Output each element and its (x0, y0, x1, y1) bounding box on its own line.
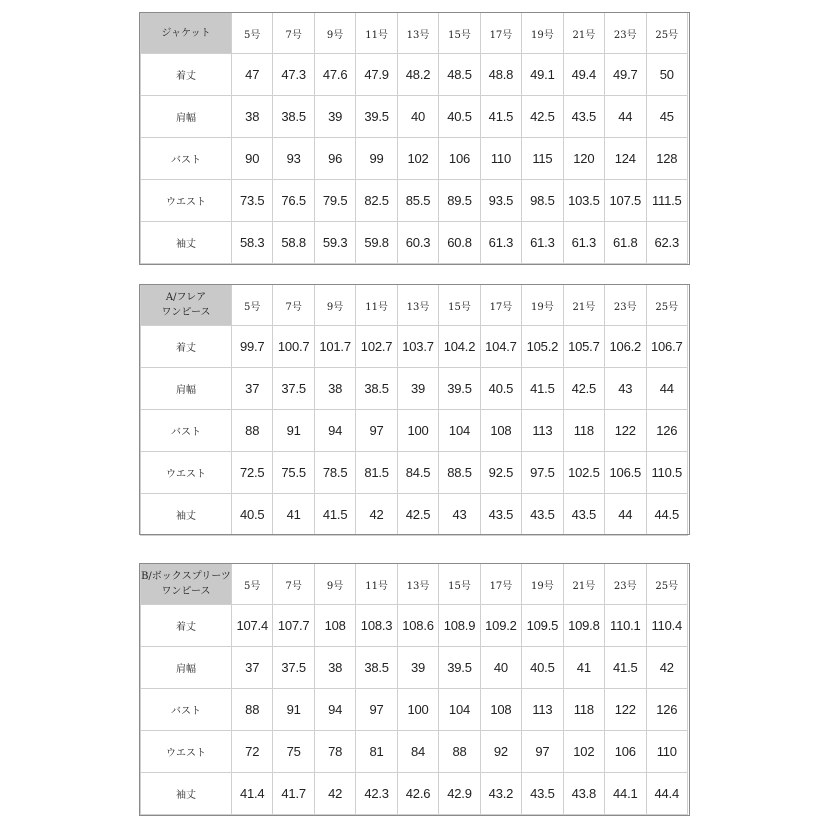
measurement-cell: 41.5 (314, 494, 355, 536)
measurement-cell: 59.3 (314, 222, 355, 264)
table-title (141, 564, 232, 605)
measurement-cell: 44 (605, 494, 646, 536)
measurement-cell: 75.5 (273, 452, 314, 494)
measurement-cell: 107.4 (231, 605, 272, 647)
measurement-cell: 42.5 (522, 96, 563, 138)
size-header: 19号 (522, 285, 563, 326)
measurement-cell: 100 (397, 410, 438, 452)
measurement-cell: 99 (356, 138, 397, 180)
measurement-cell: 106 (439, 138, 480, 180)
measurement-cell: 38 (314, 647, 355, 689)
measurement-cell: 45 (646, 96, 687, 138)
measurement-cell: 118 (563, 689, 604, 731)
measurement-cell: 97.5 (522, 452, 563, 494)
table-row (141, 138, 688, 180)
measurement-cell: 38.5 (356, 368, 397, 410)
measurement-cell: 61.3 (522, 222, 563, 264)
measurement-cell: 39.5 (356, 96, 397, 138)
measurement-cell: 110.5 (646, 452, 687, 494)
size-header: 15号 (439, 285, 480, 326)
measurement-cell: 43.2 (480, 773, 521, 815)
measurement-cell: 42.5 (397, 494, 438, 536)
table-row (141, 326, 688, 368)
measurement-cell: 72.5 (231, 452, 272, 494)
row-label: 肩幅 (141, 368, 232, 410)
measurement-cell: 73.5 (231, 180, 272, 222)
measurement-cell: 100 (397, 689, 438, 731)
measurement-cell: 113 (522, 689, 563, 731)
measurement-cell: 75 (273, 731, 314, 773)
measurement-cell: 42 (356, 494, 397, 536)
measurement-cell: 38 (314, 368, 355, 410)
measurement-cell: 103.7 (397, 326, 438, 368)
size-header: 13号 (397, 13, 438, 54)
measurement-cell: 41.4 (231, 773, 272, 815)
size-header: 21号 (563, 564, 604, 605)
measurement-cell: 104 (439, 410, 480, 452)
measurement-cell: 122 (605, 410, 646, 452)
measurement-cell: 37 (231, 647, 272, 689)
measurement-cell: 76.5 (273, 180, 314, 222)
measurement-cell: 48.5 (439, 54, 480, 96)
measurement-cell: 108 (314, 605, 355, 647)
measurement-cell: 104 (439, 689, 480, 731)
header-row (141, 285, 688, 326)
measurement-cell: 84 (397, 731, 438, 773)
measurement-cell: 48.8 (480, 54, 521, 96)
measurement-cell: 96 (314, 138, 355, 180)
measurement-cell: 97 (356, 689, 397, 731)
measurement-cell: 118 (563, 410, 604, 452)
measurement-cell: 109.5 (522, 605, 563, 647)
table-row (141, 605, 688, 647)
measurement-cell: 81 (356, 731, 397, 773)
row-label: 肩幅 (141, 647, 232, 689)
measurement-cell: 78.5 (314, 452, 355, 494)
row-label: バスト (141, 689, 232, 731)
measurement-cell: 104.7 (480, 326, 521, 368)
row-label: バスト (141, 410, 232, 452)
measurement-cell: 97 (356, 410, 397, 452)
size-header: 9号 (314, 13, 355, 54)
size-header: 23号 (605, 285, 646, 326)
measurement-cell: 49.7 (605, 54, 646, 96)
table-title-line: ワンピース (161, 586, 211, 597)
header-row (141, 13, 688, 54)
size-header: 23号 (605, 13, 646, 54)
measurement-cell: 90 (231, 138, 272, 180)
measurement-cell: 126 (646, 410, 687, 452)
table-title-line: ジャケット (161, 27, 211, 39)
measurement-cell: 41.5 (522, 368, 563, 410)
table-title-line: A/フレア (165, 292, 207, 303)
size-header: 19号 (522, 564, 563, 605)
measurement-cell: 106.7 (646, 326, 687, 368)
measurement-cell: 43.5 (480, 494, 521, 536)
measurement-cell: 108.9 (439, 605, 480, 647)
measurement-cell: 59.8 (356, 222, 397, 264)
measurement-cell: 115 (522, 138, 563, 180)
measurement-cell: 108 (480, 689, 521, 731)
size-table-a-flare-dress (140, 284, 688, 536)
measurement-cell: 44.1 (605, 773, 646, 815)
measurement-cell: 58.3 (231, 222, 272, 264)
measurement-cell: 40 (397, 96, 438, 138)
row-label: 着丈 (141, 326, 232, 368)
size-header: 25号 (646, 13, 687, 54)
measurement-cell: 88.5 (439, 452, 480, 494)
measurement-cell: 43.8 (563, 773, 604, 815)
measurement-cell: 85.5 (397, 180, 438, 222)
measurement-cell: 44 (646, 368, 687, 410)
row-label: 着丈 (141, 54, 232, 96)
measurement-cell: 47.6 (314, 54, 355, 96)
measurement-cell: 101.7 (314, 326, 355, 368)
measurement-cell: 37.5 (273, 647, 314, 689)
size-header: 13号 (397, 564, 438, 605)
measurement-cell: 42.6 (397, 773, 438, 815)
size-header: 9号 (314, 285, 355, 326)
measurement-cell: 37.5 (273, 368, 314, 410)
size-header: 19号 (522, 13, 563, 54)
size-header: 21号 (563, 13, 604, 54)
measurement-cell: 49.1 (522, 54, 563, 96)
measurement-cell: 84.5 (397, 452, 438, 494)
measurement-cell: 104.2 (439, 326, 480, 368)
table-title (141, 285, 232, 326)
measurement-cell: 41.5 (605, 647, 646, 689)
size-header: 7号 (273, 13, 314, 54)
measurement-cell: 47.3 (273, 54, 314, 96)
measurement-cell: 120 (563, 138, 604, 180)
measurement-cell: 94 (314, 689, 355, 731)
row-label: 着丈 (141, 605, 232, 647)
table-row (141, 731, 688, 773)
size-header: 17号 (480, 285, 521, 326)
measurement-cell: 108.6 (397, 605, 438, 647)
measurement-cell: 41.5 (480, 96, 521, 138)
row-label: 袖丈 (141, 222, 232, 264)
size-header: 15号 (439, 13, 480, 54)
measurement-cell: 102.7 (356, 326, 397, 368)
measurement-cell: 106 (605, 731, 646, 773)
size-header: 11号 (356, 564, 397, 605)
size-header: 17号 (480, 13, 521, 54)
measurement-cell: 110.1 (605, 605, 646, 647)
measurement-cell: 41.7 (273, 773, 314, 815)
measurement-cell: 110.4 (646, 605, 687, 647)
size-header: 23号 (605, 564, 646, 605)
table-row (141, 96, 688, 138)
measurement-cell: 39 (397, 647, 438, 689)
table-row (141, 689, 688, 731)
measurement-cell: 88 (439, 731, 480, 773)
measurement-cell: 41 (563, 647, 604, 689)
row-label: 袖丈 (141, 494, 232, 536)
measurement-cell: 43 (605, 368, 646, 410)
measurement-cell: 111.5 (646, 180, 687, 222)
measurement-cell: 40.5 (480, 368, 521, 410)
measurement-cell: 49.4 (563, 54, 604, 96)
measurement-cell: 110 (480, 138, 521, 180)
table-row (141, 222, 688, 264)
table-row (141, 773, 688, 815)
measurement-cell: 38 (231, 96, 272, 138)
size-header: 15号 (439, 564, 480, 605)
measurement-cell: 40 (480, 647, 521, 689)
measurement-cell: 82.5 (356, 180, 397, 222)
measurement-cell: 128 (646, 138, 687, 180)
measurement-cell: 105.7 (563, 326, 604, 368)
size-header: 11号 (356, 13, 397, 54)
measurement-cell: 124 (605, 138, 646, 180)
measurement-cell: 61.3 (480, 222, 521, 264)
measurement-cell: 38.5 (356, 647, 397, 689)
measurement-cell: 79.5 (314, 180, 355, 222)
measurement-cell: 39.5 (439, 368, 480, 410)
measurement-cell: 37 (231, 368, 272, 410)
measurement-cell: 107.5 (605, 180, 646, 222)
measurement-cell: 61.3 (563, 222, 604, 264)
measurement-cell: 93.5 (480, 180, 521, 222)
table-row (141, 494, 688, 536)
table-title-line: B/ボックスプリーツ (141, 571, 231, 582)
measurement-cell: 98.5 (522, 180, 563, 222)
measurement-cell: 88 (231, 689, 272, 731)
measurement-cell: 72 (231, 731, 272, 773)
measurement-cell: 43.5 (522, 494, 563, 536)
measurement-cell: 60.3 (397, 222, 438, 264)
measurement-cell: 43.5 (563, 494, 604, 536)
measurement-cell: 42.9 (439, 773, 480, 815)
measurement-cell: 100.7 (273, 326, 314, 368)
measurement-cell: 40.5 (439, 96, 480, 138)
measurement-cell: 91 (273, 689, 314, 731)
measurement-cell: 43.5 (563, 96, 604, 138)
size-header: 21号 (563, 285, 604, 326)
measurement-cell: 47 (231, 54, 272, 96)
measurement-cell: 92.5 (480, 452, 521, 494)
measurement-cell: 42 (314, 773, 355, 815)
measurement-cell: 44.5 (646, 494, 687, 536)
measurement-cell: 102 (563, 731, 604, 773)
measurement-cell: 109.2 (480, 605, 521, 647)
measurement-cell: 110 (646, 731, 687, 773)
table-title-line: ワンピース (161, 307, 211, 318)
measurement-cell: 91 (273, 410, 314, 452)
size-table-jacket (140, 12, 688, 264)
table-row (141, 180, 688, 222)
measurement-cell: 39.5 (439, 647, 480, 689)
size-header: 11号 (356, 285, 397, 326)
size-header: 25号 (646, 285, 687, 326)
size-header: 5号 (231, 13, 272, 54)
measurement-cell: 89.5 (439, 180, 480, 222)
row-label: 肩幅 (141, 96, 232, 138)
size-header: 7号 (273, 285, 314, 326)
measurement-cell: 108.3 (356, 605, 397, 647)
size-table-b-box-pleat-dress (140, 563, 688, 815)
table-row (141, 54, 688, 96)
measurement-cell: 113 (522, 410, 563, 452)
measurement-cell: 108 (480, 410, 521, 452)
measurement-cell: 106.2 (605, 326, 646, 368)
size-header: 13号 (397, 285, 438, 326)
measurement-cell: 81.5 (356, 452, 397, 494)
table-title (141, 13, 232, 54)
measurement-cell: 78 (314, 731, 355, 773)
measurement-cell: 44.4 (646, 773, 687, 815)
row-label: ウエスト (141, 180, 232, 222)
measurement-cell: 42 (646, 647, 687, 689)
measurement-cell: 60.8 (439, 222, 480, 264)
size-header: 17号 (480, 564, 521, 605)
measurement-cell: 39 (314, 96, 355, 138)
measurement-cell: 41 (273, 494, 314, 536)
measurement-cell: 99.7 (231, 326, 272, 368)
measurement-cell: 102.5 (563, 452, 604, 494)
size-header: 5号 (231, 564, 272, 605)
table-row (141, 647, 688, 689)
row-label: バスト (141, 138, 232, 180)
measurement-cell: 109.8 (563, 605, 604, 647)
table-row (141, 452, 688, 494)
measurement-cell: 58.8 (273, 222, 314, 264)
measurement-cell: 47.9 (356, 54, 397, 96)
size-header: 9号 (314, 564, 355, 605)
measurement-cell: 62.3 (646, 222, 687, 264)
measurement-cell: 107.7 (273, 605, 314, 647)
measurement-cell: 61.8 (605, 222, 646, 264)
measurement-cell: 38.5 (273, 96, 314, 138)
measurement-cell: 88 (231, 410, 272, 452)
measurement-cell: 43 (439, 494, 480, 536)
measurement-cell: 122 (605, 689, 646, 731)
row-label: ウエスト (141, 731, 232, 773)
measurement-cell: 42.5 (563, 368, 604, 410)
table-row (141, 368, 688, 410)
measurement-cell: 39 (397, 368, 438, 410)
size-header: 7号 (273, 564, 314, 605)
row-label: 袖丈 (141, 773, 232, 815)
size-header: 25号 (646, 564, 687, 605)
measurement-cell: 94 (314, 410, 355, 452)
header-row (141, 564, 688, 605)
measurement-cell: 42.3 (356, 773, 397, 815)
measurement-cell: 103.5 (563, 180, 604, 222)
measurement-cell: 97 (522, 731, 563, 773)
measurement-cell: 102 (397, 138, 438, 180)
measurement-cell: 93 (273, 138, 314, 180)
measurement-cell: 92 (480, 731, 521, 773)
measurement-cell: 40.5 (231, 494, 272, 536)
size-header: 5号 (231, 285, 272, 326)
table-row (141, 410, 688, 452)
measurement-cell: 106.5 (605, 452, 646, 494)
measurement-cell: 48.2 (397, 54, 438, 96)
measurement-cell: 43.5 (522, 773, 563, 815)
measurement-cell: 40.5 (522, 647, 563, 689)
measurement-cell: 126 (646, 689, 687, 731)
measurement-cell: 44 (605, 96, 646, 138)
measurement-cell: 105.2 (522, 326, 563, 368)
row-label: ウエスト (141, 452, 232, 494)
measurement-cell: 50 (646, 54, 687, 96)
